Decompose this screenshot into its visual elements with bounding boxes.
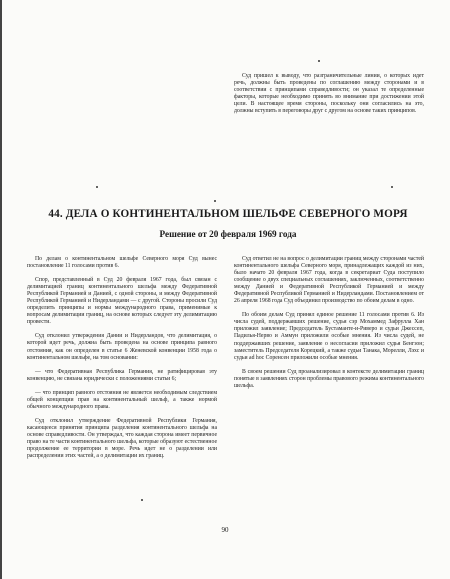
scan-edge bbox=[0, 0, 2, 579]
left-paragraph: Суд отклонил утверждение Федеративной Республики Германия, касающееся принятия принципа разделения континентального шельфа на основе справедливости. Он утверждал, что каждая сторона имеет первичное право на те части континентального шельфа, которые образуют естественное продолжение ее территории в море. Речь идет не о разделении или распределении этих частей, а о делимитации их границ. bbox=[27, 417, 217, 460]
left-paragraph: По делам о континентальном шельфе Северного моря Суд вынес постановление 11 голосами против 6. bbox=[27, 256, 217, 270]
document-subheading: Решение от 20 февраля 1969 года bbox=[159, 229, 297, 239]
left-paragraph: Спор, представленный в Суд 20 февраля 1967 года, был связан с делимитацией границ континентального шельфа между Федеративной Республикой Германией и Данией, с одной стороны, и между Федеративной Республикой Германией и Нидерландами — с другой. Стороны просили Суд определить принципы и нормы международного права, применимые к вопросам делимитации границ, на основе которых следует эту делимитацию провести. bbox=[27, 277, 217, 326]
right-intro-paragraph: Суд пришел к выводу, что разграничительные линии, о которых идет речь, должны быть проведены по соглашению между сторонами и в соответствии с принципами справедливости; он указал те определенные факторы, которые необходимо принять во внимание при достижении этой цели. В настоящее время стороны, поскольку они согласились на это, должны вступить в переговоры друг с другом на основе таких принципов. bbox=[234, 73, 424, 115]
document-heading: 44. ДЕЛА О КОНТИНЕНТАЛЬНОМ ШЕЛЬФЕ СЕВЕРНОГО МОРЯ bbox=[48, 208, 408, 220]
left-paragraph: — что Федеративная Республика Германия, не ратифицировав эту конвенцию, не связана юридически с положениями статьи 6; bbox=[27, 368, 217, 382]
left-column bbox=[27, 256, 217, 467]
page-number: 90 bbox=[221, 526, 229, 534]
right-intro bbox=[234, 73, 424, 122]
right-paragraph: В своем решении Суд проанализировал в контексте делимитации границ понятые в заявлениях сторон проблемы правового режима континентального шельфа. bbox=[234, 368, 424, 389]
right-paragraph: По обоим делам Суд принял единое решение 11 голосами против 6. Из числа судей, поддержавших решение, судья сэр Мохаммед Зафрулла Хан приложил заявление; Председатель Бустаманте-и-Риверо и судьи Джессеп, Падилья-Нерво и Аммун приложили особые мнения. Из числа судей, не поддержавших решение, заявление о несогласии приложил судья Бенгзон; заместитель Председателя Корецкий, а также судьи Танака, Морелли, Лэхс и судьи ad hoc Соренсен приложили особые мнения. bbox=[234, 312, 424, 361]
left-paragraph: Суд отклонил утверждения Дании и Нидерландов, что делимитация, о которой идет речь, должна быть проведена на основе принципа равного отстояния, как он определен в статье 6 Женевской конвенции 1958 года о континентальном шельфе, на том основании: bbox=[27, 333, 217, 361]
left-paragraph: — что принцип равного отстояния не является необходимым следствием общей концепции прав на континентальный шельф, а также нормой обычного международного права. bbox=[27, 389, 217, 410]
right-paragraph: Суд ответил не на вопрос о делимитации границ между сторонами частей континентального шельфа Северного моря, принадлежащих каждой из них, было начато 20 февраля 1967 года, когда в секретариат Суда поступило сообщение о двух специальных соглашениях, заключенных, соответственно между Данией и Федеративной Республикой Германией и между Федеративной Республикой Германией и Нидерландами. Постановлением от 26 апреля 1968 года Суд объединил производство по обоим делам в одно. bbox=[234, 256, 424, 305]
right-column bbox=[234, 256, 424, 397]
